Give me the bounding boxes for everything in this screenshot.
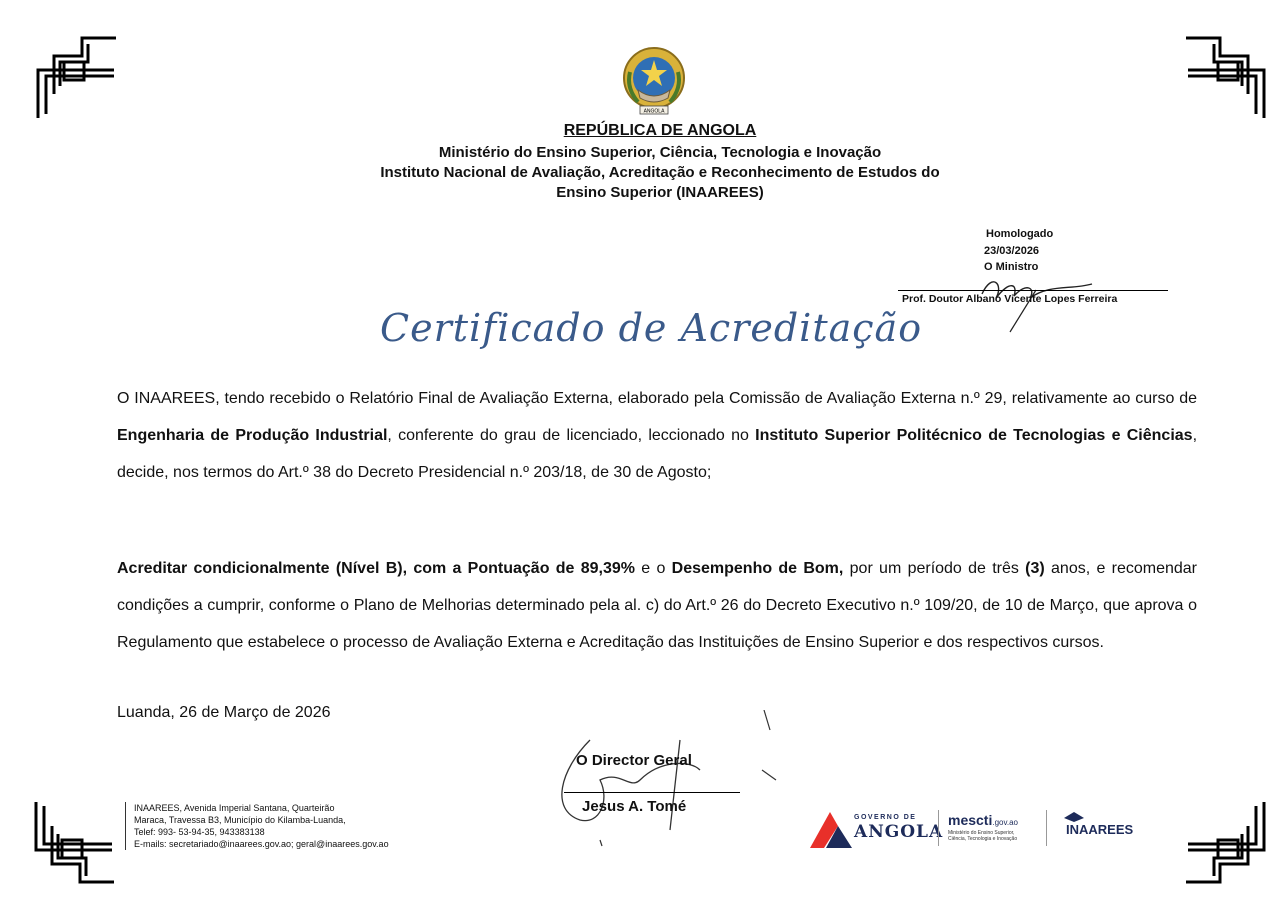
mescti-subtitle-line1: Ministério do Ensino Superior, [948, 830, 1015, 836]
accreditation-paragraph [117, 550, 1197, 661]
decision-text-3: , decide, nos termos do Art.º 38 do Decreto Presidencial n.º 203/18, de 30 de Agosto; [117, 427, 1198, 481]
director-name: Jesus A. Tomé [582, 798, 687, 815]
government-logos [810, 806, 1150, 850]
institute-heading-line2: Ensino Superior (INAAREES) [556, 184, 764, 201]
mescti-label [948, 812, 1018, 828]
logo-divider-2 [1046, 810, 1047, 846]
emblem-ribbon-text: ANGOLA [643, 108, 665, 115]
accreditation-lead: Acreditar condicionalmente (Nível B), com a Pontuação de 89,39% [117, 560, 635, 577]
institution-contact-footer [125, 802, 389, 850]
corner-ornament-bottom-left [32, 800, 116, 886]
governo-de-label: GOVERNO DE [854, 814, 917, 821]
logo-divider [938, 810, 939, 846]
accreditation-text-2: por um período de três [843, 560, 1026, 577]
performance-level: Desempenho de Bom, [671, 560, 844, 577]
mescti-subtitle [948, 830, 1017, 842]
homologation-label: Homologado [986, 228, 1054, 240]
director-role: O Director Geral [576, 752, 692, 769]
angola-coat-of-arms-icon [620, 44, 688, 118]
accreditation-text-1: e o [634, 560, 672, 577]
mescti-name: mescti [948, 812, 993, 828]
homologation-role: O Ministro [984, 261, 1039, 273]
place-and-date: Luanda, 26 de Março de 2026 [117, 704, 331, 721]
mescti-domain: .gov.ao [992, 818, 1019, 827]
footer-address-line2: Maraca, Travessa B3, Município do Kilamba-Luanda, [134, 815, 346, 825]
inaarees-logo-text: INAAREES [1066, 822, 1134, 837]
corner-ornament-bottom-right [1184, 800, 1268, 886]
footer-phone: Telef: 993- 53-94-35, 943383138 [134, 827, 265, 837]
decision-text-2: , conferente do grau de licenciado, leccionado no [387, 427, 756, 444]
institution-name: Instituto Superior Politécnico de Tecnologias e Ciências [755, 427, 1193, 444]
institute-heading [260, 163, 1060, 203]
director-signature-block [540, 740, 790, 840]
ministry-heading: Ministério do Ensino Superior, Ciência, Tecnologia e Inovação [438, 144, 882, 161]
accreditation-years: (3) [1025, 560, 1045, 577]
footer-address-line1: INAAREES, Avenida Imperial Santana, Quarteirão [134, 803, 335, 813]
decision-text-1: O INAAREES, tendo recebido o Relatório Final de Avaliação Externa, elaborado pela Comissão de Avaliação Externa n.º 29, relativamente ao curso de [117, 390, 1197, 407]
certificate-title: Certificado de Acreditação [380, 306, 923, 350]
institute-heading-line1: Instituto Nacional de Avaliação, Acreditação e Reconhecimento de Estudos do [380, 164, 940, 181]
accreditation-text-3: anos, e recomendar condições a cumprir, conforme o Plano de Melhorias determinado pela al. c) do Art.º 26 do Decreto Executivo n.º 109/20, de 10 de Março, que aprova o Regulamento que estabelece o processo de Avaliação Externa e Acreditação das Instituições de Ensino Superior e dos respectivos cursos. [117, 560, 1198, 651]
decision-paragraph [117, 380, 1197, 491]
republic-heading: REPÚBLICA DE ANGOLA [563, 122, 757, 139]
angola-label: ANGOLA [854, 822, 944, 842]
footer-emails: E-mails: secretariado@inaarees.gov.ao; geral@inaarees.gov.ao [134, 839, 389, 849]
director-signature-icon [540, 710, 790, 850]
governo-de-angola-logo-icon [810, 810, 852, 848]
corner-ornament-top-right [1184, 34, 1268, 120]
homologation-block [880, 228, 1170, 338]
mescti-subtitle-line2: Ciência, Tecnologia e Inovação [948, 836, 1018, 842]
corner-ornament-top-left [34, 34, 118, 120]
homologation-date: 23/03/2026 [984, 245, 1040, 257]
minister-name: Prof. Doutor Albano Vicente Lopes Ferreira [902, 293, 1118, 305]
course-name: Engenharia de Produção Industrial [117, 427, 388, 444]
homologation-signature-line [898, 290, 1168, 291]
director-signature-line [564, 792, 740, 793]
